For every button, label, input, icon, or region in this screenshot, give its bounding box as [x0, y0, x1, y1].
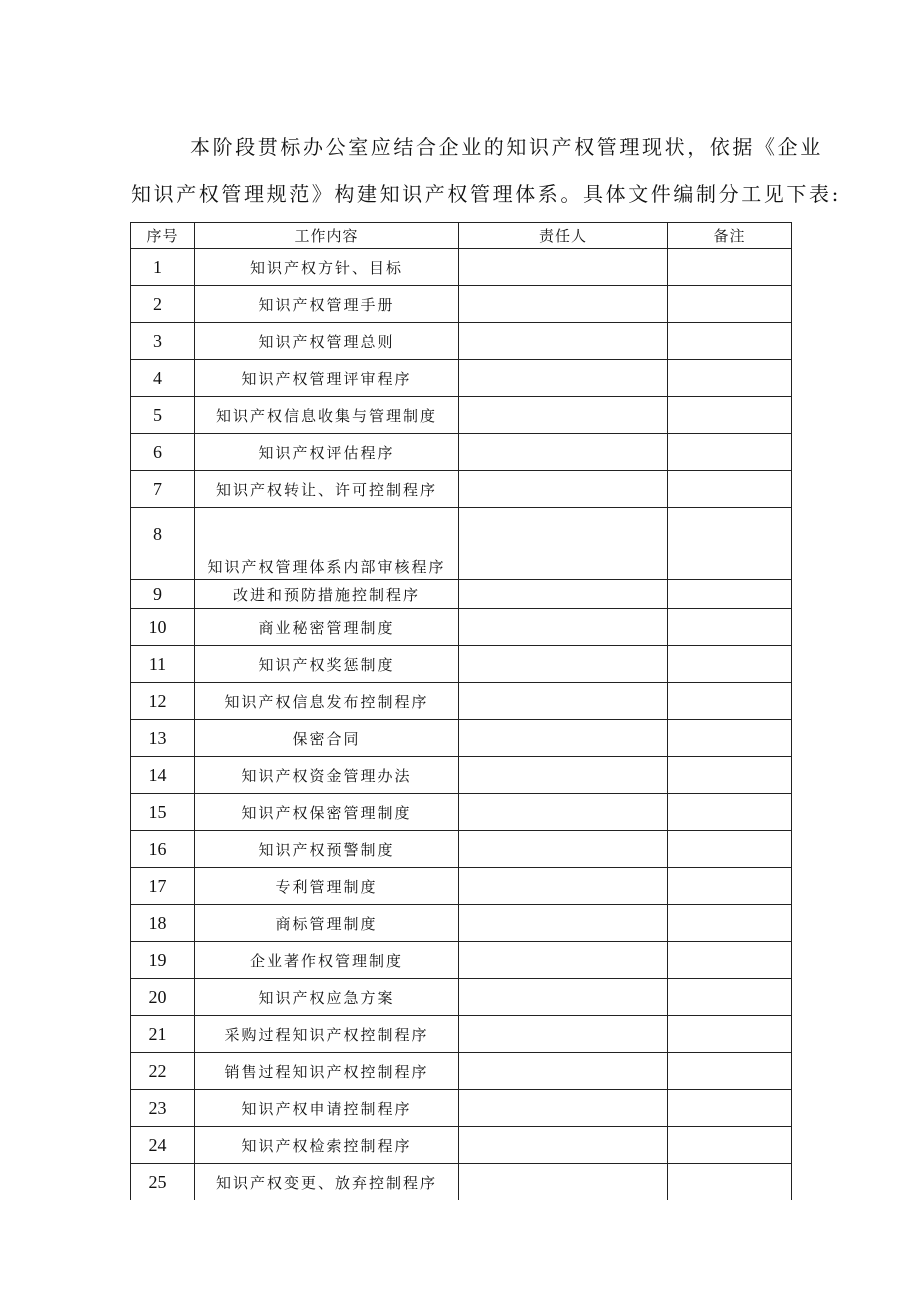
row-owner-cell[interactable] [459, 831, 668, 868]
row-remark-cell[interactable] [668, 794, 792, 831]
row-number: 7 [131, 471, 195, 508]
row-work-content: 知识产权信息发布控制程序 [195, 683, 459, 720]
row-owner-cell[interactable] [459, 868, 668, 905]
row-number: 20 [131, 979, 195, 1016]
row-work-content: 企业著作权管理制度 [195, 942, 459, 979]
row-number: 2 [131, 286, 195, 323]
row-owner-cell[interactable] [459, 1090, 668, 1127]
row-work-content: 知识产权申请控制程序 [195, 1090, 459, 1127]
row-remark-cell[interactable] [668, 286, 792, 323]
row-owner-cell[interactable] [459, 1127, 668, 1164]
table-body [131, 249, 792, 1201]
row-owner-cell[interactable] [459, 397, 668, 434]
row-owner-cell[interactable] [459, 471, 668, 508]
row-remark-cell[interactable] [668, 249, 792, 286]
task-assignment-table [130, 222, 792, 1200]
row-work-content: 知识产权检索控制程序 [195, 1127, 459, 1164]
row-owner-cell[interactable] [459, 1164, 668, 1201]
table-row [131, 1053, 792, 1090]
row-work-content: 保密合同 [195, 720, 459, 757]
row-remark-cell[interactable] [668, 471, 792, 508]
row-work-content: 知识产权评估程序 [195, 434, 459, 471]
row-work-content: 知识产权管理总则 [195, 323, 459, 360]
row-owner-cell[interactable] [459, 286, 668, 323]
row-remark-cell[interactable] [668, 757, 792, 794]
row-number: 4 [131, 360, 195, 397]
table-row [131, 397, 792, 434]
row-work-content: 知识产权管理手册 [195, 286, 459, 323]
row-owner-cell[interactable] [459, 434, 668, 471]
table-row [131, 1164, 792, 1201]
row-owner-cell[interactable] [459, 609, 668, 646]
row-number: 9 [131, 580, 195, 609]
table-row [131, 868, 792, 905]
table-row [131, 580, 792, 609]
row-remark-cell[interactable] [668, 609, 792, 646]
row-number: 17 [131, 868, 195, 905]
row-work-content: 采购过程知识产权控制程序 [195, 1016, 459, 1053]
row-work-content: 知识产权管理体系内部审核程序 [195, 508, 459, 580]
row-remark-cell[interactable] [668, 1053, 792, 1090]
table-row [131, 434, 792, 471]
row-remark-cell[interactable] [668, 323, 792, 360]
row-remark-cell[interactable] [668, 831, 792, 868]
table-row [131, 1127, 792, 1164]
row-owner-cell[interactable] [459, 1053, 668, 1090]
row-owner-cell[interactable] [459, 757, 668, 794]
row-remark-cell[interactable] [668, 434, 792, 471]
header-remark: 备注 [668, 223, 792, 249]
intro-paragraph-line-1: 本阶段贯标办公室应结合企业的知识产权管理现状，依据《企业 [190, 135, 823, 159]
row-owner-cell[interactable] [459, 905, 668, 942]
row-number: 15 [131, 794, 195, 831]
intro-paragraph-line-2: 知识产权管理规范》构建知识产权管理体系。具体文件编制分工见下表: [131, 182, 841, 206]
table-row [131, 1090, 792, 1127]
table-row [131, 831, 792, 868]
row-owner-cell[interactable] [459, 1016, 668, 1053]
row-work-content: 知识产权方针、目标 [195, 249, 459, 286]
row-number: 3 [131, 323, 195, 360]
row-remark-cell[interactable] [668, 979, 792, 1016]
row-remark-cell[interactable] [668, 720, 792, 757]
row-number: 14 [131, 757, 195, 794]
row-work-content: 知识产权应急方案 [195, 979, 459, 1016]
row-owner-cell[interactable] [459, 580, 668, 609]
row-owner-cell[interactable] [459, 323, 668, 360]
table-header-row [131, 223, 792, 249]
row-work-content: 销售过程知识产权控制程序 [195, 1053, 459, 1090]
table-row [131, 905, 792, 942]
row-number: 12 [131, 683, 195, 720]
row-owner-cell[interactable] [459, 360, 668, 397]
row-work-content: 商业秘密管理制度 [195, 609, 459, 646]
table-row [131, 360, 792, 397]
row-number: 8 [131, 508, 195, 580]
row-owner-cell[interactable] [459, 249, 668, 286]
header-content: 工作内容 [195, 223, 459, 249]
row-owner-cell[interactable] [459, 720, 668, 757]
table-row [131, 979, 792, 1016]
table-row [131, 1016, 792, 1053]
header-index: 序号 [131, 223, 195, 249]
table-row [131, 249, 792, 286]
row-remark-cell[interactable] [668, 1164, 792, 1201]
table-row [131, 683, 792, 720]
row-work-content: 专利管理制度 [195, 868, 459, 905]
row-remark-cell[interactable] [668, 508, 792, 580]
row-owner-cell[interactable] [459, 646, 668, 683]
table-row [131, 757, 792, 794]
row-remark-cell[interactable] [668, 1090, 792, 1127]
row-owner-cell[interactable] [459, 508, 668, 580]
table-row [131, 323, 792, 360]
row-number: 5 [131, 397, 195, 434]
row-remark-cell[interactable] [668, 942, 792, 979]
table-row [131, 794, 792, 831]
table-row [131, 646, 792, 683]
table-row [131, 286, 792, 323]
row-number: 13 [131, 720, 195, 757]
row-number: 1 [131, 249, 195, 286]
row-remark-cell[interactable] [668, 397, 792, 434]
row-number: 24 [131, 1127, 195, 1164]
row-owner-cell[interactable] [459, 979, 668, 1016]
row-number: 16 [131, 831, 195, 868]
row-number: 22 [131, 1053, 195, 1090]
row-number: 10 [131, 609, 195, 646]
table-row [131, 508, 792, 580]
table-row [131, 942, 792, 979]
row-number: 18 [131, 905, 195, 942]
row-owner-cell[interactable] [459, 683, 668, 720]
row-remark-cell[interactable] [668, 1016, 792, 1053]
header-owner: 责任人 [459, 223, 668, 249]
table-row [131, 471, 792, 508]
row-number: 25 [131, 1164, 195, 1201]
row-owner-cell[interactable] [459, 942, 668, 979]
row-work-content: 知识产权预警制度 [195, 831, 459, 868]
row-work-content: 商标管理制度 [195, 905, 459, 942]
row-remark-cell[interactable] [668, 905, 792, 942]
row-number: 23 [131, 1090, 195, 1127]
row-owner-cell[interactable] [459, 794, 668, 831]
row-work-content: 知识产权资金管理办法 [195, 757, 459, 794]
row-remark-cell[interactable] [668, 646, 792, 683]
table-row [131, 720, 792, 757]
row-work-content: 知识产权管理评审程序 [195, 360, 459, 397]
row-remark-cell[interactable] [668, 1127, 792, 1164]
row-remark-cell[interactable] [668, 868, 792, 905]
row-number: 21 [131, 1016, 195, 1053]
row-remark-cell[interactable] [668, 580, 792, 609]
row-work-content: 知识产权变更、放弃控制程序 [195, 1164, 459, 1201]
row-work-content: 知识产权信息收集与管理制度 [195, 397, 459, 434]
row-remark-cell[interactable] [668, 360, 792, 397]
row-work-content: 知识产权奖惩制度 [195, 646, 459, 683]
row-number: 6 [131, 434, 195, 471]
table-row [131, 609, 792, 646]
row-number: 11 [131, 646, 195, 683]
row-number: 19 [131, 942, 195, 979]
row-work-content: 改进和预防措施控制程序 [195, 580, 459, 609]
row-work-content: 知识产权转让、许可控制程序 [195, 471, 459, 508]
row-remark-cell[interactable] [668, 683, 792, 720]
row-work-content: 知识产权保密管理制度 [195, 794, 459, 831]
